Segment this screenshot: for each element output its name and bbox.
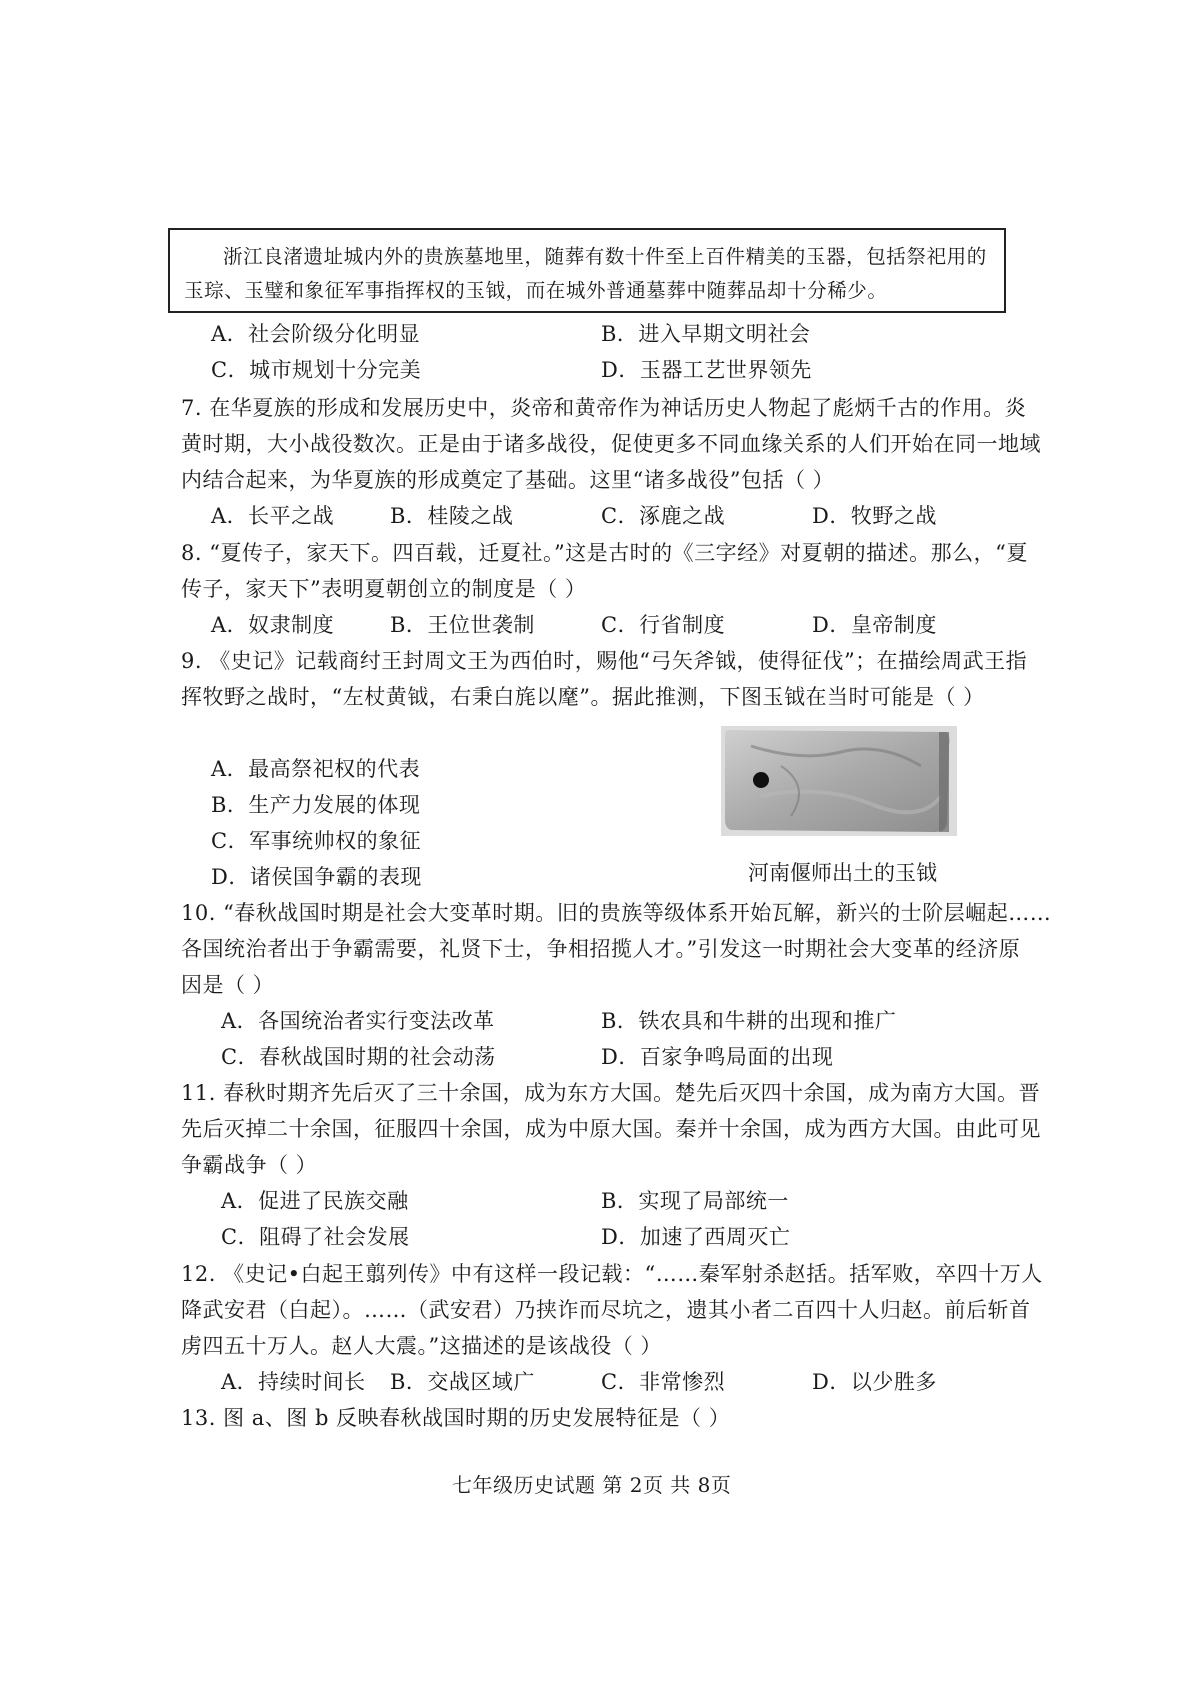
q10-text-line-3: 因是（ ）: [181, 973, 275, 997]
passage-text: 浙江良渚遗址城内外的贵族墓地里，随葬有数十件至上百件精美的玉器，包括祭祀用的玉琮、玉璧和象征军事指挥权的玉钺，而在城外普通墓葬中随葬品却十分稀少。: [184, 245, 987, 302]
q12-option-a[interactable]: A．持续时间长: [221, 1370, 366, 1394]
q9-option-a[interactable]: A．最高祭祀权的代表: [211, 757, 421, 781]
q8-option-c[interactable]: C．行省制度: [601, 613, 726, 637]
q10-text-line-1: 10. “春秋战国时期是社会大变革时期。旧的贵族等级体系开始瓦解，新兴的士阶层崛起……: [181, 901, 1052, 925]
q10-option-c[interactable]: C．春秋战国时期的社会动荡: [221, 1045, 496, 1069]
q11-option-b[interactable]: B．实现了局部统一: [601, 1189, 789, 1213]
q9-text-line-1: 9. 《史记》记载商纣王封周文王为西伯时，赐他“弓矢斧钺，使得征伐”；在描绘周武王指: [181, 649, 1028, 673]
jade-yue-image: [721, 726, 957, 836]
page-footer: 七年级历史试题 第 2页 共 8页: [452, 1473, 732, 1497]
q9-option-b[interactable]: B．生产力发展的体现: [211, 793, 421, 817]
q7-text-line-3: 内结合起来，为华夏族的形成奠定了基础。这里“诸多战役”包括（ ）: [181, 468, 835, 492]
q11-text-line-3: 争霸战争（ ）: [181, 1153, 318, 1177]
q7-option-c[interactable]: C．涿鹿之战: [601, 504, 726, 528]
q8-option-a[interactable]: A．奴隶制度: [211, 613, 335, 637]
q13-text-line-1: 13. 图 a、图 b 反映春秋战国时期的历史发展特征是（ ）: [181, 1406, 731, 1430]
q12-option-b[interactable]: B．交战区域广: [390, 1370, 535, 1394]
q7-option-b[interactable]: B．桂陵之战: [390, 504, 514, 528]
q7-text-line-2: 黄时期，大小战役数次。正是由于诸多战役，促使更多不同血缘关系的人们开始在同一地域: [181, 432, 1041, 456]
q10-text-line-2: 各国统治者出于争霸需要，礼贤下士，争相招揽人才。”引发这一时期社会大变革的经济原: [181, 937, 1021, 961]
q11-option-d[interactable]: D．加速了西周灭亡: [601, 1225, 791, 1249]
q6-option-d[interactable]: D．玉器工艺世界领先: [601, 358, 812, 382]
q6-option-b[interactable]: B．进入早期文明社会: [601, 322, 811, 346]
q7-option-d[interactable]: D．牧野之战: [812, 504, 937, 528]
q9-text-line-2: 挥牧野之战时，“左杖黄钺，右秉白旄以麾”。据此推测，下图玉钺在当时可能是（ ）: [181, 685, 985, 709]
q11-text-line-1: 11. 春秋时期齐先后灭了三十余国，成为东方大国。楚先后灭四十余国，成为南方大国。晋: [181, 1081, 1041, 1105]
q8-option-d[interactable]: D．皇帝制度: [812, 613, 937, 637]
q12-text-line-3: 虏四五十万人。赵人大震。”这描述的是该战役（ ）: [181, 1334, 662, 1358]
q12-option-d[interactable]: D．以少胜多: [812, 1370, 937, 1394]
q7-text-line-1: 7. 在华夏族的形成和发展历史中，炎帝和黄帝作为神话历史人物起了彪炳千古的作用。炎: [181, 396, 1027, 420]
q7-option-a[interactable]: A．长平之战: [211, 504, 335, 528]
q10-option-b[interactable]: B．铁农具和牛耕的出现和推广: [601, 1009, 897, 1033]
jade-yue-illustration: [721, 726, 957, 836]
q12-option-c[interactable]: C．非常惨烈: [601, 1370, 726, 1394]
q10-option-d[interactable]: D．百家争鸣局面的出现: [601, 1045, 834, 1069]
q9-option-d[interactable]: D．诸侯国争霸的表现: [211, 865, 422, 889]
hole-icon: [753, 772, 769, 788]
q11-text-line-2: 先后灭掉二十余国，征服四十余国，成为中原大国。秦并十余国，成为西方大国。由此可见: [181, 1117, 1041, 1141]
q12-text-line-1: 12. 《史记•白起王翦列传》中有这样一段记载：“……秦军射杀赵括。括军败，卒四十万人: [181, 1262, 1043, 1286]
q8-text-line-2: 传子，家天下”表明夏朝创立的制度是（ ）: [181, 577, 587, 601]
q8-text-line-1: 8. “夏传子，家天下。四百载，迁夏社。”这是古时的《三字经》对夏朝的描述。那么，“夏: [181, 541, 1028, 565]
q10-option-a[interactable]: A．各国统治者实行变法改革: [221, 1009, 495, 1033]
q8-option-b[interactable]: B．王位世袭制: [390, 613, 535, 637]
q12-text-line-2: 降武安君（白起）。……（武安君）乃挟诈而尽坑之，遗其小者二百四十人归赵。前后斩首: [181, 1298, 1031, 1322]
q6-option-c[interactable]: C．城市规划十分完美: [211, 358, 422, 382]
q9-option-c[interactable]: C．军事统帅权的象征: [211, 829, 422, 853]
passage-box: [168, 228, 1006, 313]
q11-option-a[interactable]: A．促进了民族交融: [221, 1189, 409, 1213]
q6-option-a[interactable]: A．社会阶级分化明显: [211, 322, 421, 346]
q9-image-caption: 河南偃师出土的玉钺: [748, 861, 937, 885]
q11-option-c[interactable]: C．阻碍了社会发展: [221, 1225, 410, 1249]
